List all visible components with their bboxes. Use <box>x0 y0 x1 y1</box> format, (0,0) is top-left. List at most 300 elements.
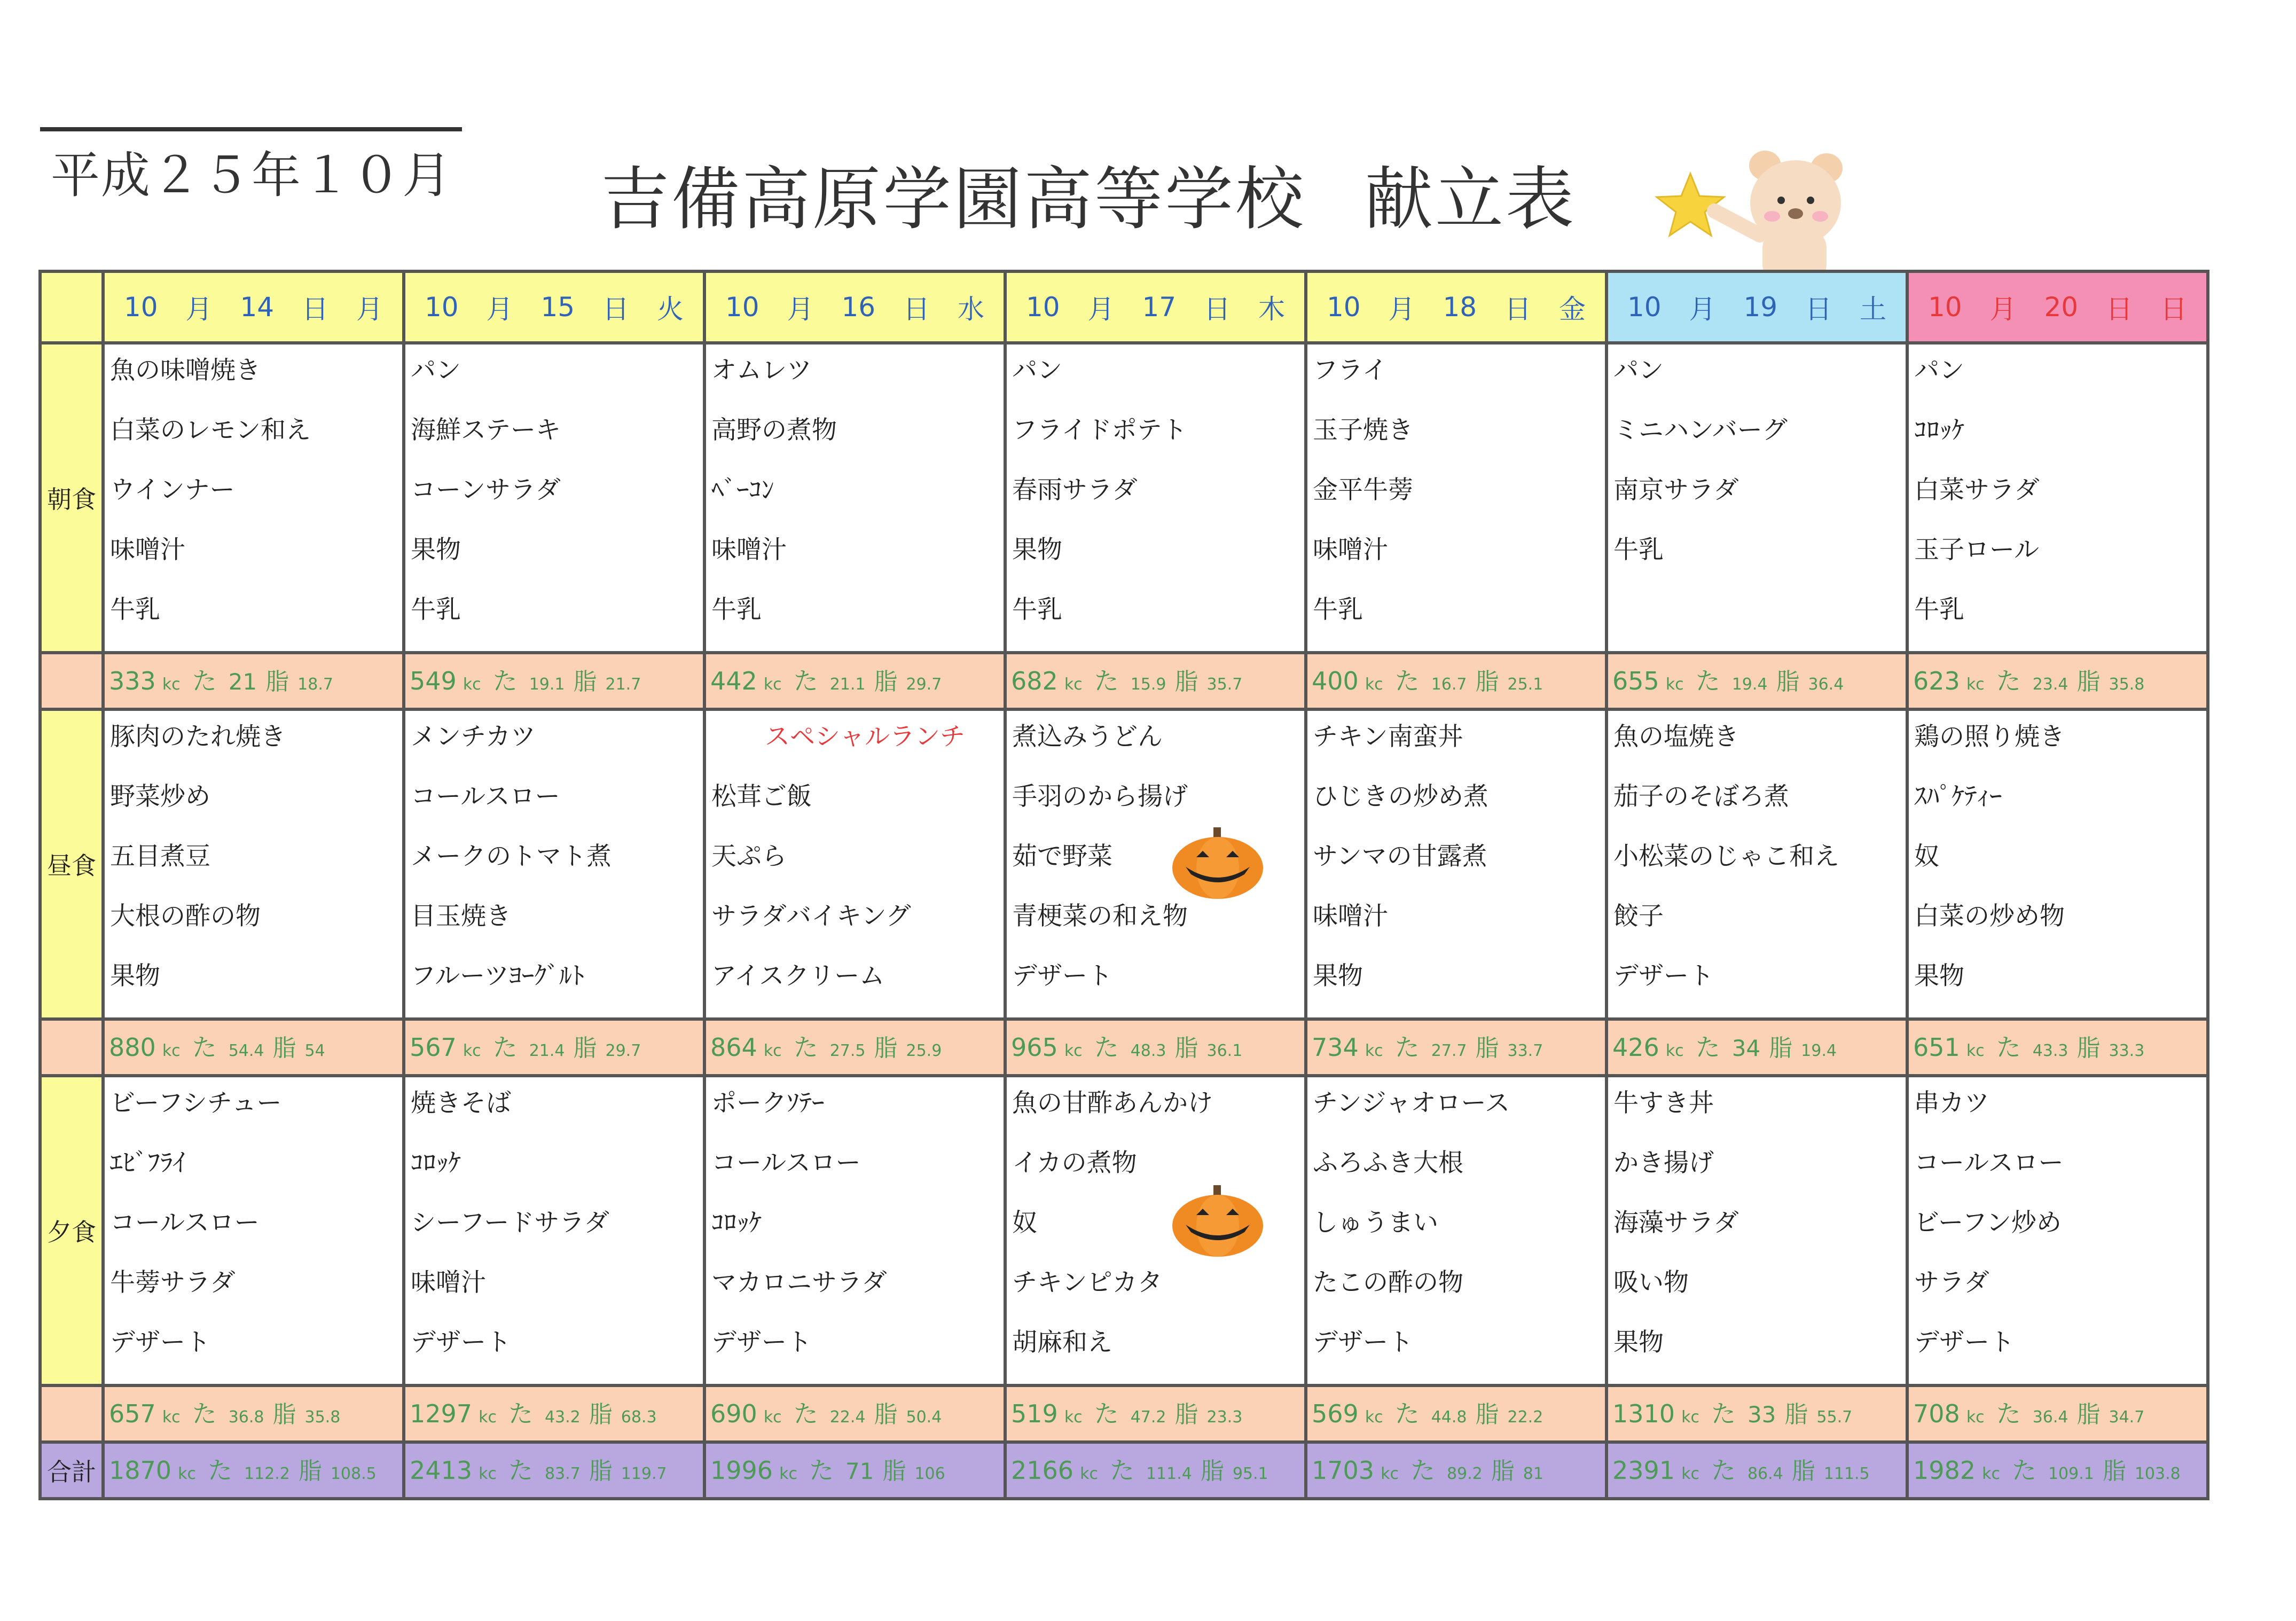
protein-label: た <box>1695 667 1720 695</box>
date-weekday: 日 <box>2160 294 2187 325</box>
protein-label: た <box>1695 1033 1720 1062</box>
menu-item: コーンサラダ <box>411 475 561 505</box>
nutrition-values <box>405 1021 703 1074</box>
fat-label: 脂 <box>1174 1401 1198 1428</box>
fat-label: 脂 <box>882 1458 906 1485</box>
menu-item: メンチカツ <box>411 722 536 751</box>
lunch-cell <box>1607 709 1907 1019</box>
protein-label: た <box>1094 1399 1119 1428</box>
date-header-18 <box>1306 271 1607 343</box>
breakfast_nutrition-cell <box>103 653 404 709</box>
nutrition-label-blank <box>40 1019 103 1076</box>
fat-value: 33.7 <box>1507 1041 1543 1060</box>
protein-value: 19.1 <box>529 675 565 694</box>
menu-item: 牛乳 <box>1914 595 1964 624</box>
date-day: 15 <box>540 292 575 323</box>
school-name: 吉備高原学園高等学校 <box>601 160 1306 239</box>
fat-label: 脂 <box>1769 1035 1793 1062</box>
date-month: 10 <box>1025 292 1060 323</box>
protein-value: 48.3 <box>1130 1041 1166 1060</box>
fat-value: 35.8 <box>2109 675 2145 694</box>
nutrition-values <box>1007 1021 1304 1074</box>
dinner-nutrition-row <box>40 1385 2208 1442</box>
kcal-value: 623 <box>1913 667 1960 695</box>
total-label: 合計 <box>40 1442 103 1499</box>
kcal-value: 549 <box>410 667 457 695</box>
corner-cell <box>40 271 103 343</box>
dinner-cell <box>404 1076 704 1385</box>
breakfast-items <box>105 344 402 651</box>
fat-value: 25.1 <box>1507 675 1543 694</box>
menu-item <box>1613 591 1906 651</box>
date-d: 日 <box>903 294 930 325</box>
breakfast_nutrition-cell <box>404 653 704 709</box>
protein-label: た <box>508 1399 533 1428</box>
nutrition-values <box>1909 1444 2206 1497</box>
nutrition-values <box>706 654 1004 708</box>
nutrition-values <box>706 1444 1004 1497</box>
fat-value: 36.1 <box>1206 1041 1243 1060</box>
kcal-unit: kc <box>1064 675 1083 694</box>
date-d: 日 <box>2106 294 2133 325</box>
fat-label: 脂 <box>298 1458 322 1485</box>
dinner-cell <box>704 1076 1005 1385</box>
kcal-unit: kc <box>463 675 481 694</box>
breakfast-label: 朝食 <box>40 343 103 653</box>
date-cell <box>405 288 703 326</box>
menu-item: 海鮮ステーキ <box>411 416 561 445</box>
menu-item: 味噌汁 <box>1313 535 1388 565</box>
menu-item: パン <box>411 356 461 385</box>
kcal-value: 965 <box>1011 1033 1058 1062</box>
menu-item: メークのトマト煮 <box>411 842 612 871</box>
fat-value: 55.7 <box>1816 1408 1853 1427</box>
breakfast_nutrition-cell <box>1005 653 1306 709</box>
dinner-items <box>105 1077 402 1384</box>
kcal-unit: kc <box>779 1465 797 1483</box>
fat-value: 50.4 <box>906 1408 942 1427</box>
date-month: 10 <box>1927 292 1962 323</box>
menu-item: 味噌汁 <box>110 535 185 565</box>
menu-item: 牛蒡サラダ <box>110 1268 236 1297</box>
kcal-unit: kc <box>162 1408 181 1427</box>
dinner-label: 夕食 <box>40 1076 103 1385</box>
protein-label: た <box>2011 1456 2036 1485</box>
menu-item: ミニハンバーグ <box>1613 416 1788 445</box>
totals-cell <box>1005 1442 1306 1499</box>
kcal-value: 567 <box>410 1033 457 1062</box>
menu-item: 高野の煮物 <box>711 416 837 445</box>
menu-item: 奴 <box>1914 842 1939 871</box>
date-header-16 <box>704 271 1005 343</box>
menu-item: ビーフン炒め <box>1914 1208 2062 1238</box>
protein-value: 109.1 <box>2048 1465 2094 1483</box>
protein-label: た <box>192 1033 217 1062</box>
protein-label: た <box>492 1033 518 1062</box>
fat-label: 脂 <box>2076 1035 2101 1062</box>
protein-value: 47.2 <box>1130 1408 1166 1427</box>
fat-label: 脂 <box>1791 1458 1815 1485</box>
kcal-unit: kc <box>479 1408 497 1427</box>
protein-value: 19.4 <box>1731 675 1768 694</box>
menu-item: 牛乳 <box>1313 595 1363 624</box>
date-cell <box>1307 288 1605 326</box>
fat-label: 脂 <box>1784 1401 1808 1428</box>
nutrition-values <box>105 1021 402 1074</box>
dinner-cell <box>1306 1076 1607 1385</box>
lunch-label: 昼食 <box>40 709 103 1019</box>
date-day: 20 <box>2044 292 2079 323</box>
kcal-value: 2166 <box>1011 1456 1074 1485</box>
menu-item: 青梗菜の和え物 <box>1012 902 1188 931</box>
menu-item: 天ぷら <box>711 842 787 871</box>
protein-label: た <box>492 667 518 695</box>
fat-label: 脂 <box>573 668 597 695</box>
menu-item: 牛乳 <box>1613 535 1664 565</box>
fat-label: 脂 <box>272 1401 296 1428</box>
page-title <box>601 144 1576 242</box>
menu-item: 牛乳 <box>1012 595 1062 624</box>
kcal-unit: kc <box>1381 1465 1399 1483</box>
menu-item: 南京サラダ <box>1613 475 1739 505</box>
nutrition-values <box>1608 1387 1906 1440</box>
date-d: 日 <box>302 294 329 325</box>
lunch-items <box>405 711 703 1017</box>
breakfast-cell <box>1306 343 1607 653</box>
protein-label: た <box>1996 1399 2021 1428</box>
fat-value: 33.3 <box>2109 1041 2145 1060</box>
date-m: 月 <box>787 294 814 325</box>
lunch-items <box>1307 711 1605 1017</box>
kcal-unit: kc <box>162 675 181 694</box>
protein-label: た <box>1394 667 1420 695</box>
protein-value: 36.8 <box>228 1408 264 1427</box>
menu-item: パン <box>1613 356 1664 385</box>
kcal-unit: kc <box>463 1041 481 1060</box>
protein-label: た <box>1394 1033 1420 1062</box>
menu-item: コールスロー <box>1914 1148 2064 1178</box>
date-m: 月 <box>1388 294 1415 325</box>
date-cell <box>1007 288 1304 326</box>
protein-value: 112.2 <box>244 1465 290 1483</box>
breakfast_nutrition-cell <box>1907 653 2208 709</box>
fat-value: 29.7 <box>906 675 942 694</box>
protein-value: 43.2 <box>544 1408 581 1427</box>
kcal-unit: kc <box>1681 1408 1699 1427</box>
menu-table <box>38 270 2209 1500</box>
menu-item: しゅうまい <box>1313 1208 1438 1238</box>
protein-value: 83.7 <box>544 1465 581 1483</box>
kcal-value: 400 <box>1312 667 1359 695</box>
kcal-value: 1703 <box>1312 1456 1375 1485</box>
menu-item: パン <box>1012 356 1062 385</box>
date-month: 10 <box>725 292 759 323</box>
dinner-cell <box>1607 1076 1907 1385</box>
menu-item: ｺﾛｯｹ <box>711 1208 762 1238</box>
fat-label: 脂 <box>272 1035 296 1062</box>
kcal-unit: kc <box>1665 675 1684 694</box>
date-cell <box>706 288 1004 326</box>
totals-cell <box>1907 1442 2208 1499</box>
kcal-value: 734 <box>1312 1033 1359 1062</box>
menu-item: 味噌汁 <box>411 1268 486 1297</box>
date-cell <box>105 288 402 326</box>
menu-item: オムレツ <box>711 356 812 385</box>
date-month: 10 <box>1326 292 1361 323</box>
nutrition-values <box>1007 1387 1304 1440</box>
protein-label: た <box>192 1399 217 1428</box>
total-row <box>40 1442 2208 1499</box>
lunch_nutrition-cell <box>103 1019 404 1076</box>
menu-item: ふろふき大根 <box>1313 1148 1463 1178</box>
lunch-cell <box>704 709 1005 1019</box>
kcal-unit: kc <box>1064 1041 1083 1060</box>
nutrition-values <box>105 1387 402 1440</box>
menu-item: かき揚げ <box>1613 1148 1714 1178</box>
breakfast-cell <box>103 343 404 653</box>
menu-item: フルーツﾖｰｸﾞﾙﾄ <box>411 961 585 991</box>
date-m: 月 <box>1989 294 2017 325</box>
breakfast-nutrition-row <box>40 653 2208 709</box>
nutrition-values <box>1307 1387 1605 1440</box>
fat-value: 68.3 <box>621 1408 657 1427</box>
menu-item: ﾍﾞｰｺﾝ <box>711 475 774 505</box>
breakfast-items <box>1608 344 1906 651</box>
lunch-nutrition-row <box>40 1019 2208 1076</box>
dinner_nutrition-cell <box>404 1385 704 1442</box>
breakfast-items <box>1307 344 1605 651</box>
fat-label: 脂 <box>589 1458 613 1485</box>
menu-item: 豚肉のたれ焼き <box>110 722 286 751</box>
date-weekday: 土 <box>1859 294 1886 325</box>
fat-value: 22.2 <box>1507 1408 1543 1427</box>
fat-label: 脂 <box>1174 1035 1198 1062</box>
kcal-unit: kc <box>1665 1041 1684 1060</box>
menu-item: ｴﾋﾞﾌﾗｲ <box>110 1148 185 1178</box>
protein-value: 43.3 <box>2032 1041 2068 1060</box>
fat-label: 脂 <box>1475 668 1499 695</box>
protein-label: た <box>1996 1033 2021 1062</box>
kcal-unit: kc <box>1966 1041 1985 1060</box>
menu-item: ウインナー <box>110 475 235 505</box>
nutrition-values <box>706 1387 1004 1440</box>
date-m: 月 <box>1087 294 1115 325</box>
kcal-unit: kc <box>763 675 782 694</box>
menu-item: デザート <box>1613 961 1714 991</box>
menu-item: コールスロー <box>110 1208 260 1238</box>
lunch-items <box>1909 711 2206 1017</box>
menu-item: ひじきの炒め煮 <box>1313 782 1488 811</box>
fat-value: 81 <box>1523 1465 1543 1483</box>
fat-label: 脂 <box>1776 668 1800 695</box>
protein-value: 71 <box>845 1458 874 1484</box>
protein-label: た <box>793 1399 818 1428</box>
totals-cell <box>1607 1442 1907 1499</box>
menu-item: 吸い物 <box>1613 1268 1689 1297</box>
lunch_nutrition-cell <box>1306 1019 1607 1076</box>
dinner-row <box>40 1076 2208 1385</box>
date-day: 18 <box>1443 292 1477 323</box>
breakfast-cell <box>1005 343 1306 653</box>
fat-label: 脂 <box>1200 1458 1224 1485</box>
fat-value: 35.8 <box>304 1408 341 1427</box>
kcal-value: 690 <box>710 1399 757 1428</box>
protein-value: 44.8 <box>1431 1408 1467 1427</box>
menu-item: 煮込みうどん <box>1012 722 1163 751</box>
menu-item: 海藻サラダ <box>1613 1208 1739 1238</box>
menu-item: 小松菜のじゃこ和え <box>1613 842 1839 871</box>
doc-title: 献立表 <box>1365 160 1577 239</box>
menu-item: 白菜の炒め物 <box>1914 902 2065 931</box>
nutrition-values <box>1608 654 1906 708</box>
protein-value: 54.4 <box>228 1041 264 1060</box>
protein-value: 16.7 <box>1431 675 1467 694</box>
fat-label: 脂 <box>2102 1458 2126 1485</box>
menu-item: 白菜サラダ <box>1914 475 2040 505</box>
protein-value: 21 <box>228 669 257 695</box>
dinner-cell <box>103 1076 404 1385</box>
kcal-value: 1870 <box>109 1456 172 1485</box>
dinner_nutrition-cell <box>1005 1385 1306 1442</box>
protein-label: た <box>508 1456 533 1485</box>
protein-value: 89.2 <box>1446 1465 1483 1483</box>
nutrition-values <box>405 654 703 708</box>
date-header-15 <box>404 271 704 343</box>
fat-label: 脂 <box>265 668 289 695</box>
menu-item: コールスロー <box>711 1148 861 1178</box>
menu-item: コールスロー <box>411 782 560 811</box>
menu-item: チンジャオロース <box>1313 1089 1510 1118</box>
menu-item: 果物 <box>411 535 461 565</box>
nutrition-values <box>1608 1444 1906 1497</box>
breakfast_nutrition-cell <box>704 653 1005 709</box>
date-m: 月 <box>486 294 513 325</box>
fat-value: 29.7 <box>605 1041 641 1060</box>
dinner-items <box>1307 1077 1605 1384</box>
protein-label: た <box>1711 1399 1736 1428</box>
menu-item: デザート <box>1012 961 1112 991</box>
nutrition-values <box>1307 1444 1605 1497</box>
protein-label: た <box>1094 1033 1119 1062</box>
lunch-row <box>40 709 2208 1019</box>
menu-item: たこの酢の物 <box>1313 1268 1463 1297</box>
fat-label: 脂 <box>1174 668 1198 695</box>
lunch-cell <box>404 709 704 1019</box>
menu-item: イカの煮物 <box>1012 1148 1137 1178</box>
protein-label: た <box>1711 1456 1736 1485</box>
menu-item: ｺﾛｯｹ <box>411 1148 461 1178</box>
menu-item: サラダ <box>1914 1268 1989 1297</box>
nutrition-values <box>1307 654 1605 708</box>
menu-item: フライドポテト <box>1012 416 1187 445</box>
lunch_nutrition-cell <box>1005 1019 1306 1076</box>
date-header-20 <box>1907 271 2208 343</box>
kcal-unit: kc <box>1966 675 1985 694</box>
dinner-items <box>1608 1077 1906 1384</box>
menu-item: 牛乳 <box>411 595 461 624</box>
menu-item: 松茸ご飯 <box>711 782 812 811</box>
kcal-value: 426 <box>1612 1033 1659 1062</box>
kcal-unit: kc <box>178 1465 196 1483</box>
breakfast-cell <box>1607 343 1907 653</box>
menu-item: 奴 <box>1012 1208 1037 1238</box>
fat-value: 54 <box>304 1041 325 1060</box>
kcal-unit: kc <box>1080 1465 1098 1483</box>
protein-label: た <box>1394 1399 1420 1428</box>
menu-item: 餃子 <box>1613 902 1664 931</box>
nutrition-values <box>1007 654 1304 708</box>
nutrition-values <box>1307 1021 1605 1074</box>
date-day: 17 <box>1142 292 1177 323</box>
kcal-unit: kc <box>763 1041 782 1060</box>
menu-item: フライ <box>1313 356 1388 385</box>
kcal-unit: kc <box>1982 1465 2000 1483</box>
menu-item: 玉子ロール <box>1914 535 2040 565</box>
nutrition-values <box>1909 654 2206 708</box>
protein-value: 36.4 <box>2032 1408 2068 1427</box>
menu-item: 茄子のそぼろ煮 <box>1613 782 1789 811</box>
menu-item: パン <box>1914 356 1964 385</box>
date-m: 月 <box>185 294 213 325</box>
kcal-value: 569 <box>1312 1399 1359 1428</box>
kcal-value: 1996 <box>710 1456 773 1485</box>
date-header-14 <box>103 271 404 343</box>
dinner-items <box>1909 1077 2206 1384</box>
menu-item: 手羽のから揚げ <box>1012 782 1188 811</box>
dinner_nutrition-cell <box>103 1385 404 1442</box>
date-cell <box>1909 288 2206 326</box>
fat-label: 脂 <box>1475 1401 1499 1428</box>
date-day: 16 <box>841 292 876 323</box>
menu-item: ｺﾛｯｹ <box>1914 416 1964 445</box>
lunch-cell <box>1907 709 2208 1019</box>
protein-value: 27.5 <box>829 1041 866 1060</box>
lunch-cell <box>1306 709 1607 1019</box>
date-m: 月 <box>1689 294 1716 325</box>
protein-label: た <box>192 667 217 695</box>
breakfast-cell <box>1907 343 2208 653</box>
totals-cell <box>1306 1442 1607 1499</box>
menu-item: ビーフシチュー <box>110 1089 282 1118</box>
protein-label: た <box>793 1033 818 1062</box>
date-month: 10 <box>424 292 459 323</box>
fat-label: 脂 <box>2076 1401 2101 1428</box>
protein-value: 27.7 <box>1431 1041 1467 1060</box>
dinner_nutrition-cell <box>1306 1385 1607 1442</box>
dinner-items <box>405 1077 703 1384</box>
menu-item: 串カツ <box>1914 1089 1989 1118</box>
fat-label: 脂 <box>573 1035 597 1062</box>
menu-item: マカロニサラダ <box>711 1268 887 1297</box>
kcal-value: 1310 <box>1612 1399 1675 1428</box>
nutrition-values <box>1007 1444 1304 1497</box>
menu-item: 味噌汁 <box>711 535 787 565</box>
menu-item: 魚の味噌焼き <box>110 356 261 385</box>
nutrition-values <box>706 1021 1004 1074</box>
fat-value: 19.4 <box>1801 1041 1837 1060</box>
protein-value: 21.4 <box>529 1041 565 1060</box>
menu-item: 牛乳 <box>110 595 160 624</box>
menu-item: 白菜のレモン和え <box>110 416 311 445</box>
totals-cell <box>704 1442 1005 1499</box>
lunch-cell <box>103 709 404 1019</box>
kcal-value: 657 <box>109 1399 156 1428</box>
menu-item: 春雨サラダ <box>1012 475 1138 505</box>
menu-item: 果物 <box>1012 535 1062 565</box>
breakfast-items <box>706 344 1004 651</box>
fat-value: 119.7 <box>621 1465 667 1483</box>
protein-label: た <box>1996 667 2021 695</box>
